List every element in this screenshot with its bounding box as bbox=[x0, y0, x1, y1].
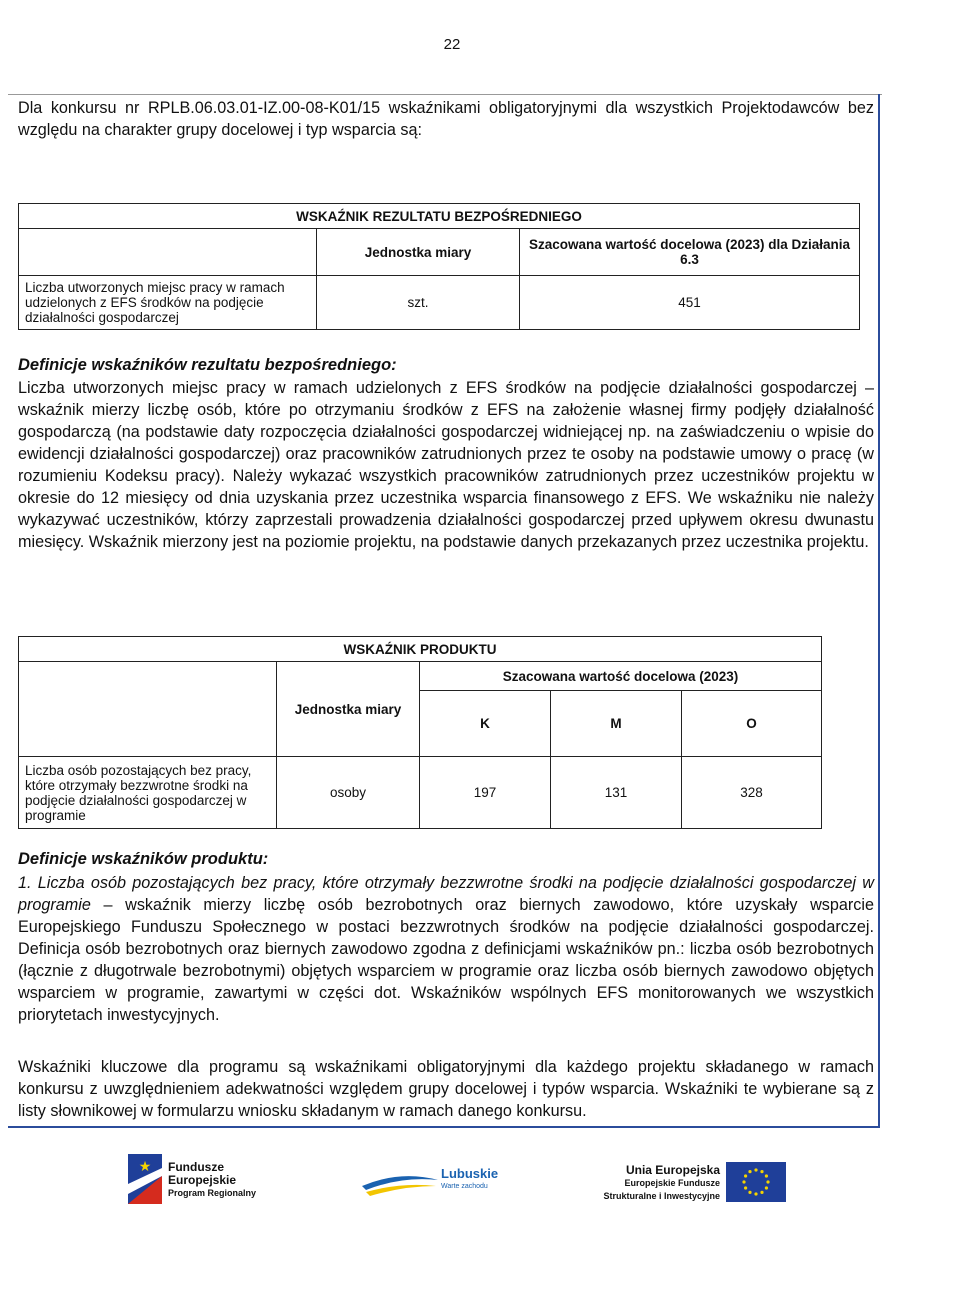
ue-line1: Unia Europejska bbox=[625, 1163, 720, 1177]
table2-o-header: O bbox=[682, 691, 822, 757]
table2-k-header: K bbox=[420, 691, 551, 757]
fundusze-europejskie-text bbox=[168, 1161, 256, 1200]
svg-text:★: ★ bbox=[138, 1159, 152, 1175]
def2-paragraph bbox=[18, 872, 874, 1026]
def1-heading: Definicje wskaźników rezultatu bezpośredniego: bbox=[18, 356, 397, 374]
intro-paragraph: Dla konkursu nr RPLB.06.03.01-IZ.00-08-K01/15 wskaźnikami obligatoryjnymi dla wszystkich Projektodawców bez względu na charakter grupy docelowej i typ wsparcia są: bbox=[18, 99, 874, 139]
table1-row-value: 451 bbox=[520, 276, 860, 330]
table1-row-label: Liczba utworzonych miejsc pracy w ramach udzielonych z EFS środków na podjęcie działalności gospodarczej bbox=[19, 276, 317, 330]
eu-flag-icon bbox=[726, 1162, 786, 1202]
table1-row-unit: szt. bbox=[317, 276, 520, 330]
ue-line3: Strukturalne i Inwestycyjne bbox=[603, 1191, 720, 1201]
def2-italic-lead: 1. Liczba osób pozostających bez pracy, które otrzymały bezzwrotne środki na podjęcie działalności gospodarczej w programie bbox=[18, 874, 874, 914]
fe-line1: Fundusze bbox=[168, 1160, 224, 1174]
lubuskie-title: Lubuskie bbox=[441, 1166, 499, 1181]
def2-body: – wskaźnik mierzy liczbę osób bezrobotnych oraz biernych zawodowo, które uzyskały wsparcie Europejskiego Funduszu Społecznego w postaci bezzwrotnych środków na podjęcie działalności gospodarczej. Definicja osób bezrobotnych oraz biernych zawodowo zgodna z definicjami wskaźników pn.: liczba osób bezrobotnych (łącznie z długotrwale bezrobotnymi) objętych wsparciem w programie oraz liczba osób biernych zawodowo objętych wsparciem w programie, zawartymi w części dot. Wskaźników wspólnych EFS monitorowanych we wszystkich priorytetach inwestycyjnych. bbox=[18, 896, 874, 1024]
page-number: 22 bbox=[443, 36, 461, 53]
lubuskie-text bbox=[441, 1167, 498, 1193]
table1-title: WSKAŹNIK REZULTATU BEZPOŚREDNIEGO bbox=[19, 204, 860, 229]
fe-line2: Europejskie bbox=[168, 1173, 237, 1187]
fundusze-europejskie-logo bbox=[128, 1154, 162, 1204]
table2-unit-header: Jednostka miary bbox=[277, 662, 420, 757]
table1-value-header: Szacowana wartość docelowa (2023) dla Działania 6.3 bbox=[520, 229, 860, 276]
table2-row-label: Liczba osób pozostających bez pracy, które otrzymały bezzwrotne środki na podjęcie działalności gospodarczej w programie bbox=[19, 757, 277, 829]
table2-value-header: Szacowana wartość docelowa (2023) bbox=[420, 662, 822, 691]
def2-heading: Definicje wskaźników produktu: bbox=[18, 850, 269, 868]
table2-empty-header bbox=[19, 662, 277, 757]
lubuskie-subtitle: Warte zachodu bbox=[441, 1183, 488, 1190]
ue-line2: Europejskie Fundusze bbox=[624, 1178, 720, 1188]
footer-logos bbox=[0, 1152, 960, 1212]
fe-line3: Program Regionalny bbox=[168, 1188, 257, 1198]
table2-m-header: M bbox=[551, 691, 682, 757]
def1-paragraph: Liczba utworzonych miejsc pracy w ramach udzielonych z EFS środków na podjęcie działalności gospodarczej – wskaźnik mierzy liczbę osób, które po otrzymaniu środków z EFS na założenie własnej firmy podjęły działalność gospodarczą (na podstawie daty rozpoczęcia działalności gospodarczej widniejącej np. na zaświadczeniu o wpisie do ewidencji działalności gospodarczej) oraz pracowników zatrudnionych przez te osoby na podstawie umowy o pracę (w rozumieniu Kodeksu pracy). Należy wykazać wszystkich pracowników zatrudnionych przez uczestników projektu w okresie do 12 miesięcy od dnia uzyskania przez uczestnika wsparcia finansowego z EFS. We wskaźniku nie należy wykazywać uczestników, którzy zaprzestali prowadzenia działalności gospodarczej przed upływem okresu dwunastu miesięcy. Wskaźnik mierzony jest na poziomie projektu, na podstawie danych przekazanych przez uczestnika projektu. bbox=[18, 379, 874, 551]
table2-row-unit: osoby bbox=[277, 757, 420, 829]
table2-row-o: 328 bbox=[682, 757, 822, 829]
result-indicator-table bbox=[18, 203, 860, 330]
table1-unit-header: Jednostka miary bbox=[317, 229, 520, 276]
closing-paragraph: Wskaźniki kluczowe dla programu są wskaźnikami obligatoryjnymi dla każdego projektu składanego w ramach konkursu z uwzględnieniem adekwatności względem grupy docelowej i typów wsparcia. Wskaźniki te wybierane są z listy słownikowej w formularzu wniosku składanym w ramach danego konkursu. bbox=[18, 1058, 874, 1120]
lubuskie-swoosh-icon bbox=[360, 1166, 440, 1198]
table2-row-k: 197 bbox=[420, 757, 551, 829]
table2-row-m: 131 bbox=[551, 757, 682, 829]
product-indicator-table bbox=[18, 636, 822, 829]
table1-empty-header bbox=[19, 229, 317, 276]
unia-europejska-text bbox=[592, 1164, 720, 1203]
table2-title: WSKAŹNIK PRODUKTU bbox=[19, 637, 822, 662]
